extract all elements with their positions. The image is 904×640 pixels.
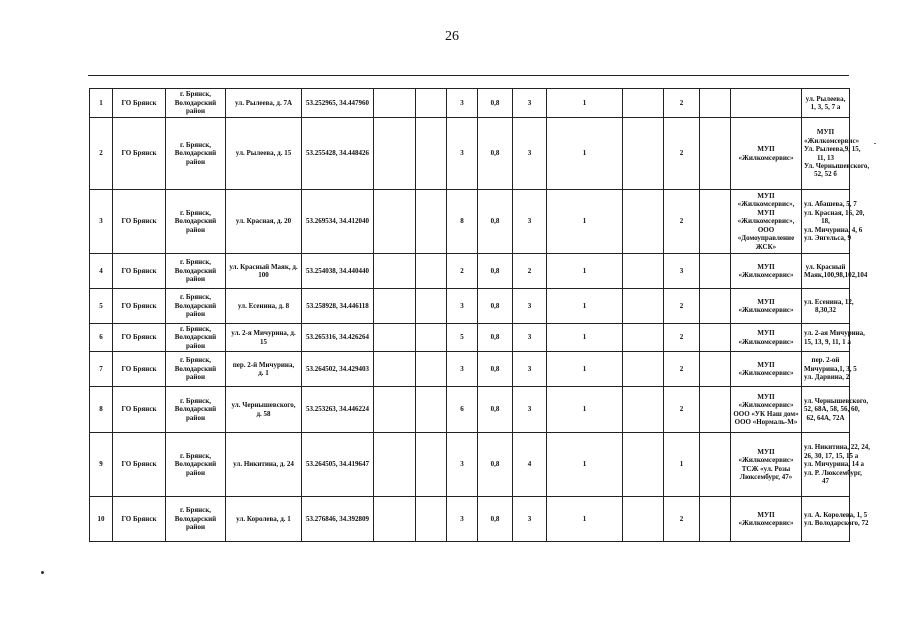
served-houses-line: ул. Красная, 16, 20,: [804, 208, 865, 217]
organization-line: ТСЖ «ул. Розы: [741, 464, 791, 473]
address-line: пер. 2-й Мичурина,: [232, 360, 295, 369]
col-13-cell: 3: [664, 254, 700, 289]
served-houses-line: Маяк,100,98,102,104: [804, 271, 868, 279]
organization-line: «Жилкомсервис»: [738, 153, 794, 162]
col-8-cell: 3: [447, 118, 478, 190]
stray-mark: [41, 571, 44, 574]
col-13-cell: 2: [664, 190, 700, 254]
col-7-cell: [416, 118, 447, 190]
table-row: [90, 118, 850, 190]
organization-line: «Жилкомсервис»,: [737, 200, 795, 209]
district-line: г. Брянск,: [179, 90, 212, 99]
served-houses-line: ул. Никитина, 22, 24,: [804, 443, 871, 452]
col-6-cell: [374, 89, 416, 118]
district-line: район: [186, 468, 205, 477]
col-14-cell: [700, 289, 731, 324]
col-10-cell: 4: [513, 433, 547, 497]
col-11-cell: 1: [547, 289, 623, 324]
district-line: г. Брянск,: [179, 451, 212, 460]
col-14-cell: [700, 190, 731, 254]
address-line: 15: [260, 337, 267, 346]
col-8-cell: 3: [447, 289, 478, 324]
district-line: г. Брянск,: [179, 396, 212, 405]
organization-line: МУП: [757, 192, 775, 201]
municipality-cell: ГО Брянск: [113, 118, 166, 190]
served-houses-line: 47: [822, 477, 829, 486]
served-houses-line: МУП: [816, 128, 835, 137]
col-10-cell: 3: [513, 497, 547, 542]
served-houses-cell: [802, 433, 871, 497]
col-9-cell: 0,8: [478, 89, 513, 118]
district-cell: [166, 433, 226, 497]
table-row: [90, 190, 850, 254]
col-6-cell: [374, 352, 416, 387]
address-line: ул. 2-я Мичурина, д.: [231, 329, 296, 338]
served-houses-line: ул. Энгельса, 9: [804, 234, 852, 243]
district-line: Володарский: [174, 149, 217, 158]
address-cell: [226, 324, 302, 352]
address-line: ул. Королева, д. 1: [236, 514, 291, 523]
served-houses-line: ул. Красный: [805, 262, 846, 271]
organization-line: ЖСК»: [755, 242, 777, 251]
district-line: г. Брянск,: [179, 140, 212, 149]
organization-line: «Жилкомсервис»: [738, 306, 794, 314]
district-cell: [166, 289, 226, 324]
municipality-cell: ГО Брянск: [113, 324, 166, 352]
organization-line: МУП: [757, 262, 775, 271]
col-11-cell: 1: [547, 433, 623, 497]
district-line: район: [186, 107, 205, 116]
organization-line: МУП: [757, 297, 775, 306]
col-6-cell: [374, 118, 416, 190]
organization-cell: [731, 89, 802, 118]
col-7-cell: [416, 190, 447, 254]
served-houses-line: 8,30,32: [815, 306, 836, 314]
served-houses-line: ул. А. Королева, 1, 5: [804, 510, 868, 519]
col-9-cell: 0,8: [478, 190, 513, 254]
coordinates-cell: 53.254038, 34.440440: [302, 254, 374, 289]
col-6-cell: [374, 324, 416, 352]
organization-line: МУП: [757, 360, 775, 369]
organization-line: «Жилкомсервис»: [738, 369, 794, 377]
district-cell: [166, 89, 226, 118]
col-8-cell: 3: [447, 352, 478, 387]
district-line: Володарский: [174, 514, 217, 523]
col-6-cell: [374, 254, 416, 289]
served-houses-line: 15, 13, 9, 11, 1 а: [804, 337, 851, 346]
col-11-cell: 1: [547, 118, 623, 190]
col-10-cell: 3: [513, 289, 547, 324]
table-row: [90, 289, 850, 324]
served-houses-cell: [802, 89, 850, 118]
row-number-cell: 7: [90, 352, 113, 387]
table-row: [90, 352, 850, 387]
col-8-cell: 3: [447, 433, 478, 497]
organization-cell: [731, 352, 802, 387]
address-cell: [226, 118, 302, 190]
col-12-cell: [623, 89, 664, 118]
served-houses-line: ул. Мичурина, 4, 6: [804, 225, 863, 234]
col-9-cell: 0,8: [478, 433, 513, 497]
district-line: район: [186, 157, 205, 166]
col-14-cell: [700, 118, 731, 190]
col-9-cell: 0,8: [478, 118, 513, 190]
district-line: Володарский: [174, 98, 217, 107]
address-line: д. 58: [256, 409, 271, 418]
served-houses-line: ул. Дарвина, 2: [804, 373, 850, 382]
table-row: [90, 433, 850, 497]
organization-line: «Жилкомсервис»: [738, 401, 794, 410]
col-13-cell: 2: [664, 497, 700, 542]
col-13-cell: 2: [664, 118, 700, 190]
served-houses-line: Ул. Рылеева,9, 15,: [804, 145, 861, 154]
organization-line: «Жилкомсервис»: [738, 271, 794, 279]
municipality-cell: ГО Брянск: [113, 190, 166, 254]
organization-cell: [731, 324, 802, 352]
address-line: ул. Рылеева, д. 7А: [234, 98, 292, 107]
address-line: ул. Красный Маяк, д.: [229, 262, 298, 271]
col-8-cell: 3: [447, 497, 478, 542]
served-houses-line: «Жилкомсервис»: [804, 136, 860, 145]
organization-cell: [731, 497, 802, 542]
table-row: [90, 387, 850, 433]
organization-line: ООО «УК Наш дом»: [733, 409, 799, 418]
district-line: район: [186, 225, 205, 234]
served-houses-cell: [802, 352, 857, 387]
served-houses-line: ул. Абашева, 5, 7: [804, 200, 857, 209]
served-houses-line: 18,: [821, 217, 830, 226]
address-cell: [226, 387, 302, 433]
served-houses-line: ул. Чернышевского,: [804, 396, 869, 405]
col-10-cell: 3: [513, 387, 547, 433]
row-number-cell: 10: [90, 497, 113, 542]
address-line: ул. Чернышевского,: [231, 401, 296, 410]
district-line: Володарский: [174, 266, 217, 275]
col-11-cell: 1: [547, 387, 623, 433]
organization-line: МУП: [757, 329, 775, 338]
district-cell: [166, 324, 226, 352]
address-cell: [226, 89, 302, 118]
address-cell: [226, 433, 302, 497]
served-houses-line: ул. 2-ая Мичурина,: [804, 329, 865, 338]
col-10-cell: 3: [513, 324, 547, 352]
row-number-cell: 8: [90, 387, 113, 433]
col-11-cell: 1: [547, 89, 623, 118]
col-9-cell: 0,8: [478, 289, 513, 324]
district-line: район: [186, 413, 205, 422]
col-10-cell: 3: [513, 118, 547, 190]
col-6-cell: [374, 190, 416, 254]
district-cell: [166, 190, 226, 254]
col-12-cell: [623, 497, 664, 542]
table-row: [90, 89, 850, 118]
served-houses-line: ул. Мичурина, 14 а: [804, 460, 865, 469]
col-14-cell: [700, 433, 731, 497]
address-line: ул. Рылеева, д. 15: [235, 149, 292, 158]
district-line: г. Брянск,: [179, 208, 212, 217]
address-line: д. 1: [258, 369, 269, 377]
col-7-cell: [416, 324, 447, 352]
district-line: район: [186, 373, 205, 382]
col-11-cell: 1: [547, 497, 623, 542]
served-houses-line: Ул. Чернышевского,: [804, 161, 870, 170]
served-houses-line: ул. Рылеева,: [805, 94, 846, 103]
col-14-cell: [700, 352, 731, 387]
served-houses-line: 26, 30, 17, 15, 15 а: [804, 451, 859, 460]
coordinates-cell: 53.276846, 34.392809: [302, 497, 374, 542]
col-9-cell: 0,8: [478, 324, 513, 352]
district-line: Володарский: [174, 301, 217, 310]
col-12-cell: [623, 254, 664, 289]
served-houses-line: ул. Есенина, 12,: [804, 297, 854, 306]
district-line: район: [186, 275, 205, 284]
col-8-cell: 2: [447, 254, 478, 289]
municipality-cell: ГО Брянск: [113, 352, 166, 387]
table-row: [90, 254, 850, 289]
served-houses-line: пер. 2-ой: [811, 356, 840, 365]
coordinates-cell: 53.255428, 34.448426: [302, 118, 374, 190]
col-10-cell: 2: [513, 254, 547, 289]
address-line: ул. Красная, д. 20: [235, 217, 292, 226]
municipality-cell: ГО Брянск: [113, 387, 166, 433]
district-cell: [166, 352, 226, 387]
district-cell: [166, 387, 226, 433]
district-cell: [166, 497, 226, 542]
served-houses-cell: [802, 324, 865, 352]
col-13-cell: 2: [664, 352, 700, 387]
served-houses-line: 52, 52 б: [814, 170, 837, 179]
district-line: Володарский: [174, 364, 217, 373]
district-line: Володарский: [174, 217, 217, 226]
row-number-cell: 4: [90, 254, 113, 289]
col-8-cell: 5: [447, 324, 478, 352]
address-cell: [226, 190, 302, 254]
organization-line: МУП: [757, 392, 775, 401]
organization-line: ООО: [757, 225, 775, 234]
col-7-cell: [416, 387, 447, 433]
col-8-cell: 8: [447, 190, 478, 254]
district-line: район: [186, 341, 205, 350]
municipality-cell: ГО Брянск: [113, 254, 166, 289]
municipality-cell: ГО Брянск: [113, 289, 166, 324]
address-cell: [226, 497, 302, 542]
col-13-cell: 2: [664, 387, 700, 433]
organization-line: «Жилкомсервис»,: [737, 217, 795, 226]
col-13-cell: 1: [664, 433, 700, 497]
col-10-cell: 3: [513, 352, 547, 387]
col-12-cell: [623, 352, 664, 387]
col-7-cell: [416, 89, 447, 118]
table-row: [90, 497, 850, 542]
address-cell: [226, 352, 302, 387]
coordinates-cell: 53.253263, 34.446224: [302, 387, 374, 433]
district-cell: [166, 254, 226, 289]
organization-line: МУП: [757, 510, 775, 519]
stray-mark-right: [874, 143, 876, 144]
district-line: Володарский: [174, 460, 217, 469]
col-14-cell: [700, 324, 731, 352]
row-number-cell: 6: [90, 324, 113, 352]
coordinates-cell: 53.265316, 34.426264: [302, 324, 374, 352]
col-12-cell: [623, 190, 664, 254]
served-houses-cell: [802, 254, 868, 289]
municipality-cell: ГО Брянск: [113, 89, 166, 118]
served-houses-cell: [802, 118, 870, 190]
organization-cell: [731, 433, 802, 497]
coordinates-cell: 53.264505, 34.419647: [302, 433, 374, 497]
col-12-cell: [623, 289, 664, 324]
district-line: г. Брянск,: [179, 506, 212, 515]
col-7-cell: [416, 433, 447, 497]
organization-line: «Жилкомсервис»: [738, 456, 794, 465]
organization-cell: [731, 254, 802, 289]
served-houses-line: ул. Володарского, 72: [804, 519, 869, 527]
address-line: ул. Никитина, д. 24: [233, 460, 294, 469]
registry-table: [89, 88, 871, 542]
col-7-cell: [416, 254, 447, 289]
district-line: г. Брянск,: [179, 356, 212, 365]
row-number-cell: 1: [90, 89, 113, 118]
col-10-cell: 3: [513, 89, 547, 118]
district-line: г. Брянск,: [179, 293, 212, 302]
table-row: [90, 324, 850, 352]
col-11-cell: 1: [547, 352, 623, 387]
district-line: Володарский: [174, 333, 217, 342]
address-cell: [226, 289, 302, 324]
col-13-cell: 2: [664, 89, 700, 118]
page-number: 26: [445, 29, 459, 44]
served-houses-cell: [802, 289, 854, 324]
col-12-cell: [623, 387, 664, 433]
row-number-cell: 2: [90, 118, 113, 190]
col-9-cell: 0,8: [478, 352, 513, 387]
coordinates-cell: 53.264502, 34.429403: [302, 352, 374, 387]
row-number-cell: 3: [90, 190, 113, 254]
district-line: район: [186, 523, 205, 532]
col-11-cell: 1: [547, 254, 623, 289]
col-7-cell: [416, 497, 447, 542]
served-houses-cell: [802, 190, 865, 254]
col-11-cell: 1: [547, 190, 623, 254]
col-13-cell: 2: [664, 324, 700, 352]
col-14-cell: [700, 254, 731, 289]
municipality-cell: ГО Брянск: [113, 497, 166, 542]
organization-line: МУП: [757, 145, 775, 154]
organization-line: ООО «Нормаль-М»: [734, 417, 798, 426]
organization-line: МУП: [757, 208, 775, 217]
district-line: Володарский: [174, 405, 217, 414]
col-11-cell: 1: [547, 324, 623, 352]
district-line: г. Брянск,: [179, 324, 212, 333]
organization-line: «Жилкомсервис»: [738, 337, 794, 346]
col-7-cell: [416, 352, 447, 387]
address-cell: [226, 254, 302, 289]
col-9-cell: 0,8: [478, 387, 513, 433]
served-houses-cell: [802, 497, 869, 542]
row-number-cell: 5: [90, 289, 113, 324]
row-number-cell: 9: [90, 433, 113, 497]
col-6-cell: [374, 433, 416, 497]
organization-cell: [731, 190, 802, 254]
coordinates-cell: 53.252965, 34.447960: [302, 89, 374, 118]
district-line: район: [186, 310, 205, 319]
organization-line: «Домоуправление: [737, 234, 795, 243]
served-houses-cell: [802, 387, 869, 433]
col-6-cell: [374, 387, 416, 433]
col-14-cell: [700, 387, 731, 433]
col-13-cell: 2: [664, 289, 700, 324]
col-6-cell: [374, 289, 416, 324]
col-12-cell: [623, 433, 664, 497]
col-12-cell: [623, 118, 664, 190]
organization-cell: [731, 118, 802, 190]
address-line: 100: [258, 271, 269, 279]
organization-cell: [731, 387, 802, 433]
organization-line: «Жилкомсервис»: [738, 519, 794, 527]
served-houses-line: 52, 68А, 58, 56, 60,: [804, 405, 860, 414]
col-10-cell: 3: [513, 190, 547, 254]
organization-line: МУП: [757, 447, 775, 456]
served-houses-line: Мичурина,1, 3, 5: [804, 364, 857, 373]
col-7-cell: [416, 289, 447, 324]
municipality-cell: ГО Брянск: [113, 433, 166, 497]
coordinates-cell: 53.258928, 34.446118: [302, 289, 374, 324]
col-14-cell: [700, 89, 731, 118]
col-9-cell: 0,8: [478, 497, 513, 542]
organization-line: Люксембург, 47»: [739, 472, 793, 481]
coordinates-cell: 53.269534, 34.412040: [302, 190, 374, 254]
served-houses-line: ул. Р. Люксембург,: [804, 468, 862, 477]
served-houses-line: 1, 3, 5, 7 а: [810, 103, 841, 111]
header-rule: [88, 75, 849, 76]
served-houses-line: 62, 64А, 72А: [806, 413, 845, 422]
address-line: ул. Есенина, д. 8: [237, 301, 290, 310]
col-6-cell: [374, 497, 416, 542]
col-9-cell: 0,8: [478, 254, 513, 289]
col-8-cell: 3: [447, 89, 478, 118]
col-12-cell: [623, 324, 664, 352]
district-cell: [166, 118, 226, 190]
col-8-cell: 6: [447, 387, 478, 433]
served-houses-line: 11, 13: [816, 153, 835, 162]
organization-cell: [731, 289, 802, 324]
col-14-cell: [700, 497, 731, 542]
district-line: г. Брянск,: [179, 258, 212, 267]
